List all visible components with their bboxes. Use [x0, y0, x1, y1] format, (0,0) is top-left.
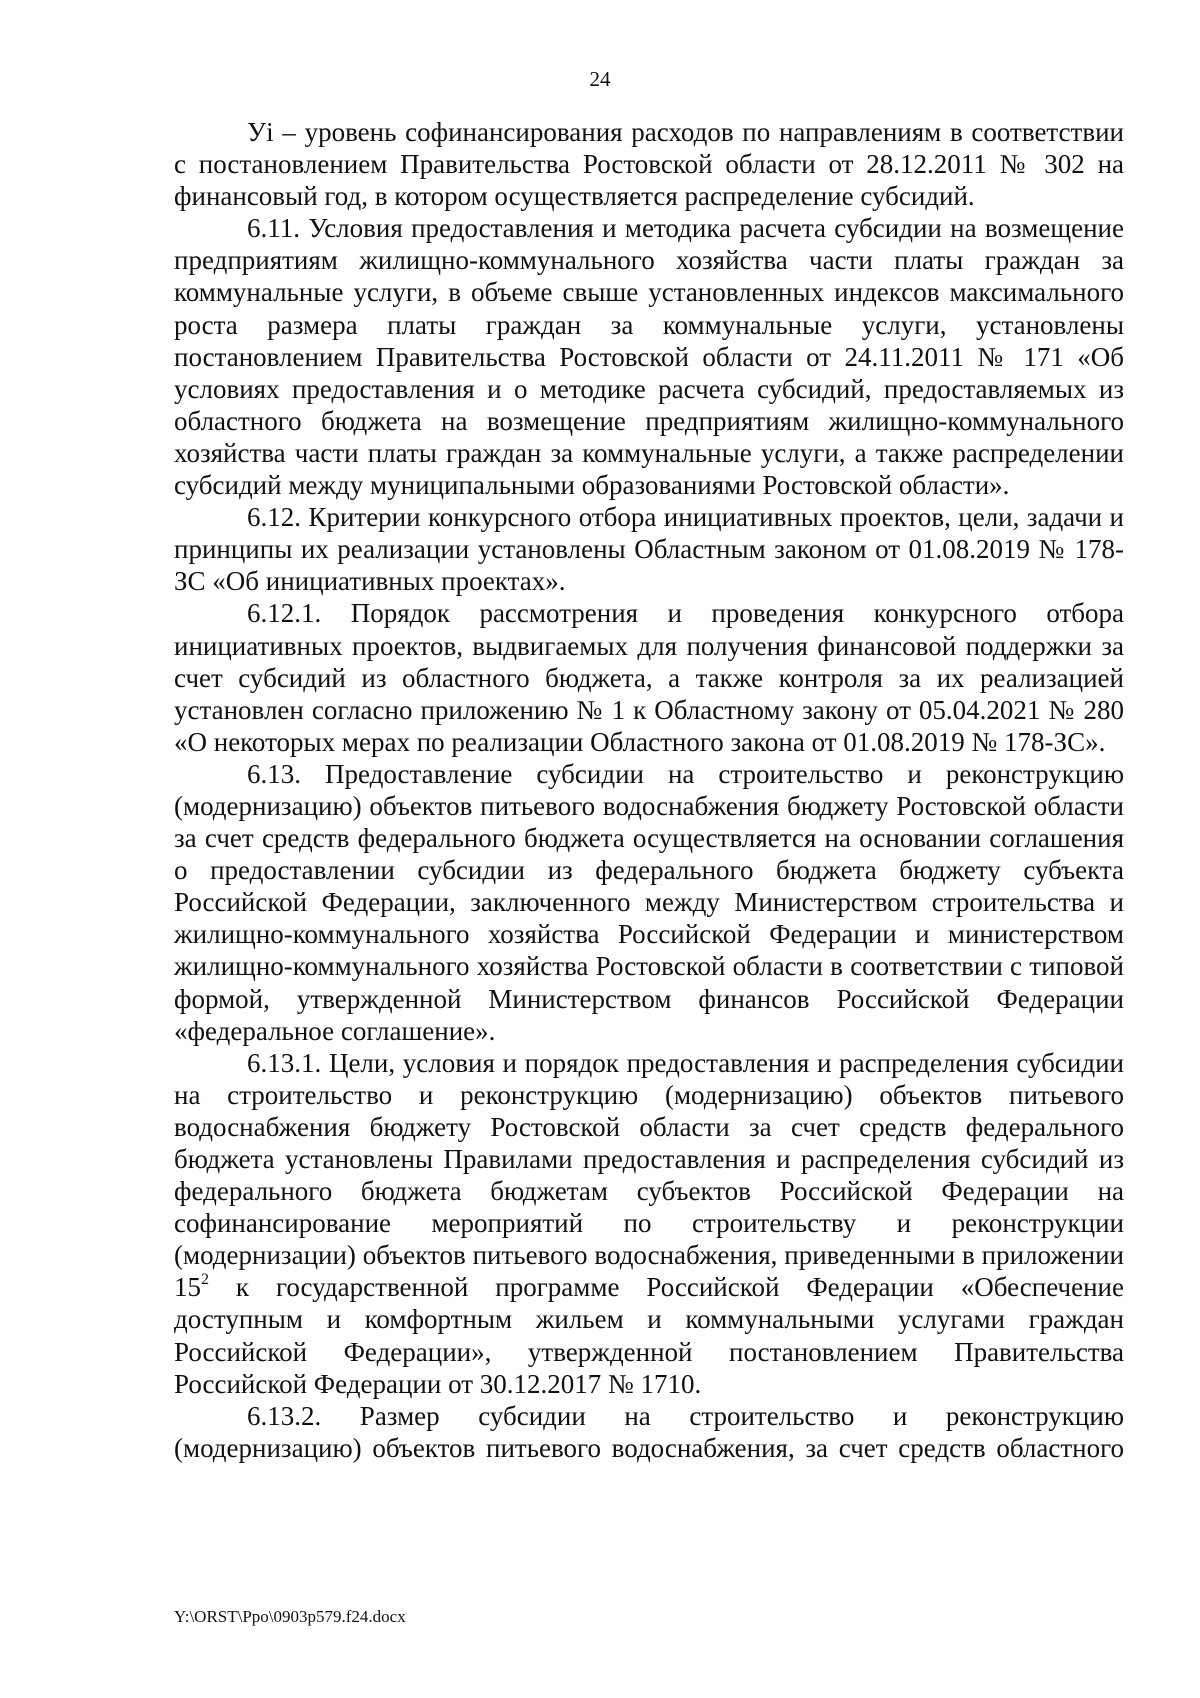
paragraph-coefficient-definition: Уi – уровень софинансирования расходов по направлениям в соответствии с постановлением Правительства Ростовской области от 28.12.2011 № 302 на финансовый год, в котором осуществляется распределение субсидий.: [174, 117, 1124, 212]
paragraph-6-12-1: 6.12.1. Порядок рассмотрения и проведения конкурсного отбора инициативных проектов, выдвигаемых для получения финансовой поддержки за счет субсидий из областного бюджета, а также контроля за их реализацией установлен согласно приложению № 1 к Областному закону от 05.04.2021 № 280 «О некоторых мерах по реализации Областного закона от 01.08.2019 № 178-ЗС».: [174, 598, 1124, 757]
file-path-footer: Y:\ORST\Ppo\0903p579.f24.docx: [174, 1607, 406, 1626]
superscript-annex-index: 2: [201, 1271, 209, 1289]
paragraph-6-13-1: [174, 1047, 1124, 1400]
paragraph-6-13: 6.13. Предоставление субсидии на строительство и реконструкцию (модернизацию) объектов питьевого водоснабжения бюджету Ростовской области за счет средств федерального бюджета осуществляется на основании соглашения о предоставлении субсидии из федерального бюджета бюджету субъекта Российской Федерации, заключенного между Министерством строительства и жилищно-коммунального хозяйства Российской Федерации и министерством жилищно-коммунального хозяйства Ростовской области в соответствии с типовой формой, утвержденной Министерством финансов Российской Федерации «федеральное соглашение».: [174, 758, 1124, 1046]
document-body: [174, 116, 1124, 1464]
paragraph-6-12: 6.12. Критерии конкурсного отбора инициативных проектов, цели, задачи и принципы их реализации установлены Областным законом от 01.08.2019 № 178-ЗС «Об инициативных проектах».: [174, 502, 1124, 597]
paragraph-6-13-2: 6.13.2. Размер субсидии на строительство и реконструкцию (модернизацию) объектов питьевого водоснабжения, за счет средств областного: [174, 1400, 1124, 1463]
page-number: 24: [589, 67, 611, 91]
paragraph-6-13-1-text-after: к государственной программе Российской Федерации «Обеспечение доступным и комфортным жильем и коммунальными услугами граждан Российской Федерации», утвержденной постановлением Правительства Российской Федерации от 30.12.2017 № 1710.: [174, 1272, 1124, 1399]
paragraph-6-11: 6.11. Условия предоставления и методика расчета субсидии на возмещение предприятиям жилищно-коммунального хозяйства части платы граждан за коммунальные услуги, в объеме свыше установленных индексов максимального роста размера платы граждан за коммунальные услуги, установлены постановлением Правительства Ростовской области от 24.11.2011 № 171 «Об условиях предоставления и о методике расчета субсидий, предоставляемых из областного бюджета на возмещение предприятиям жилищно-коммунального хозяйства части платы граждан за коммунальные услуги, а также распределении субсидий между муниципальными образованиями Ростовской области».: [174, 213, 1124, 501]
paragraph-6-13-1-text-before: 6.13.1. Цели, условия и порядок предоставления и распределения субсидии на строительство и реконструкцию (модернизацию) объектов питьевого водоснабжения бюджету Ростовской области за счет средств федерального бюджета установлены Правилами предоставления и распределения субсидий из федерального бюджета бюджетам субъектов Российской Федерации на софинансирование мероприятий по строительству и реконструкции (модернизации) объектов питьевого водоснабжения, приведенными в приложении 15: [174, 1047, 1124, 1303]
